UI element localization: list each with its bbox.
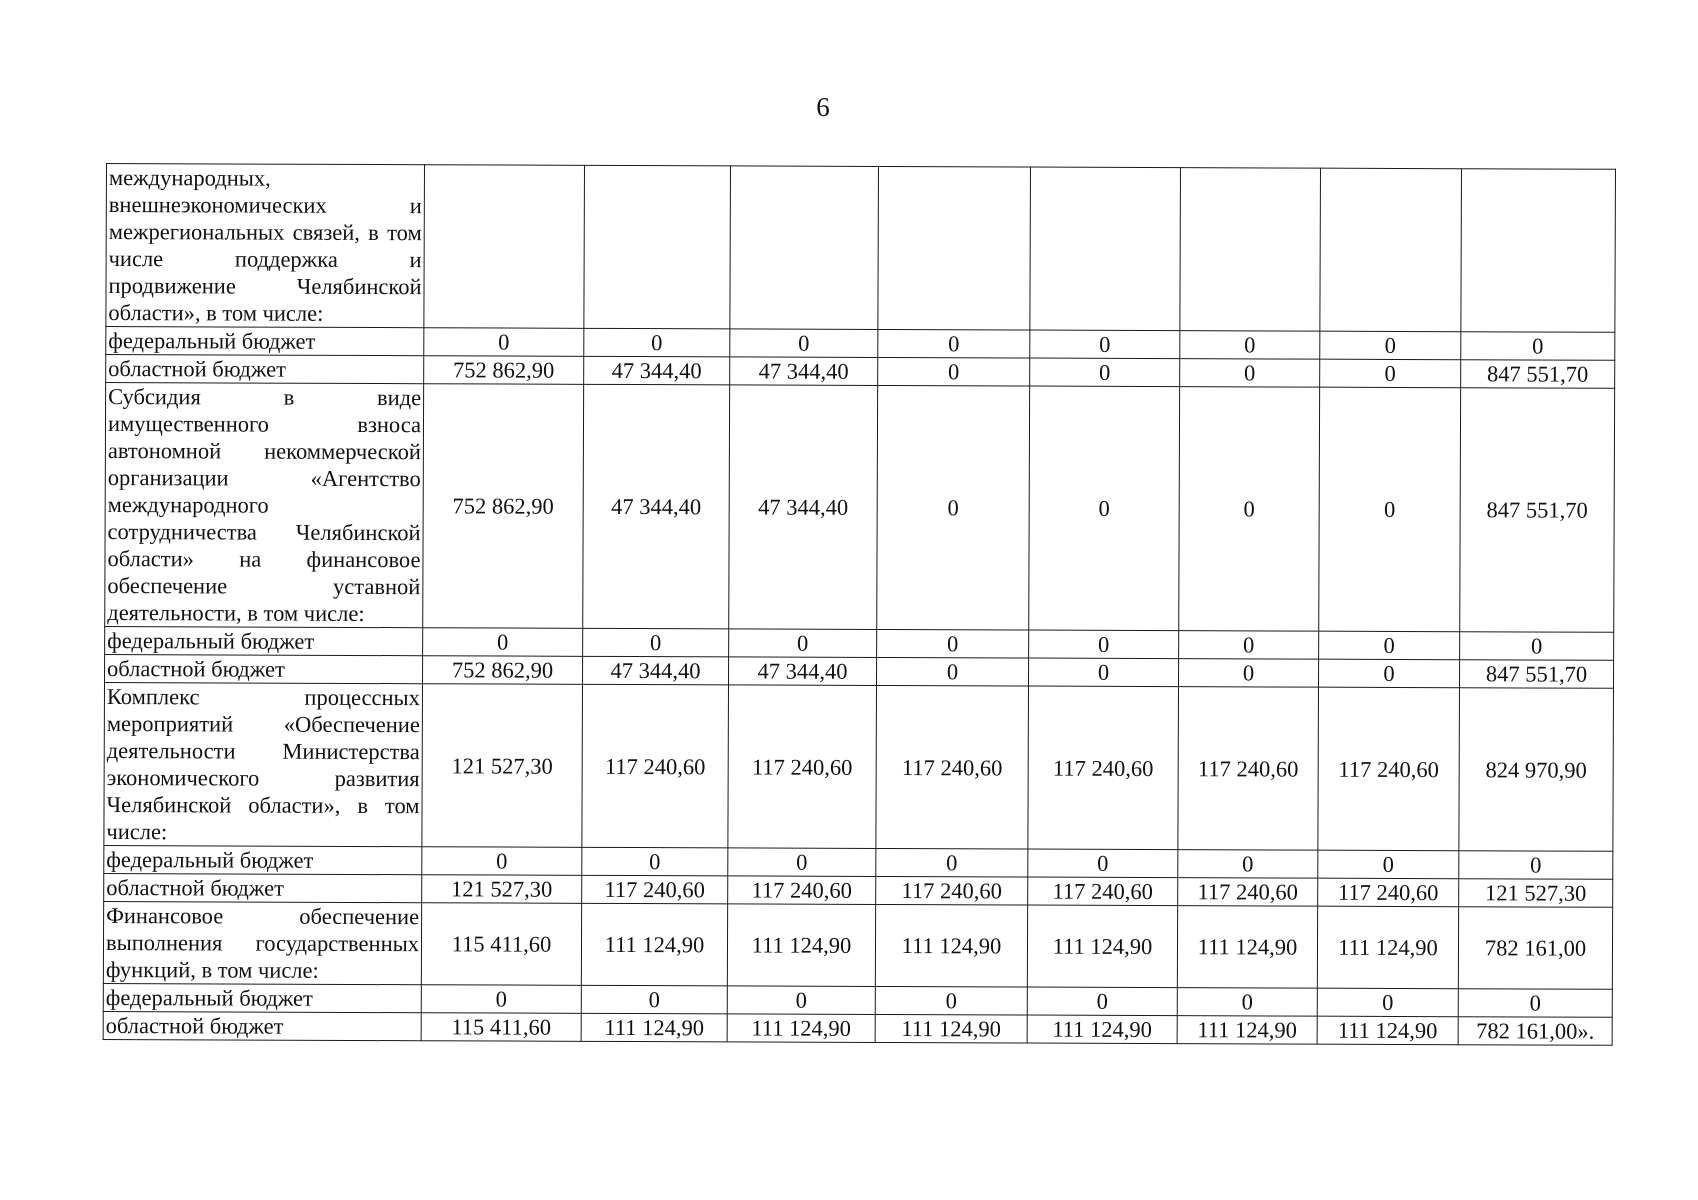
value-cell: 0 [423, 628, 583, 657]
value-cell: 117 240,60 [876, 685, 1029, 849]
value-cell: 111 124,90 [875, 904, 1027, 987]
value-cell: 0 [1460, 632, 1614, 661]
value-cell [1180, 168, 1321, 332]
value-cell: 0 [876, 848, 1028, 877]
row-label: Субсидия в виде имущественного взноса автономной некоммерческой организации «Агентство международного сотрудничества Челябинской области» на финансовое обеспечение уставной деятельности, в том числе: [105, 383, 424, 628]
value-cell: 121 527,30 [422, 875, 582, 904]
value-cell: 111 124,90 [1177, 906, 1317, 989]
value-cell: 121 527,30 [422, 684, 583, 848]
value-cell: 47 344,40 [729, 385, 878, 630]
value-cell: 824 970,90 [1459, 688, 1614, 852]
row-label: Комплекс процессных мероприятий «Обеспечение деятельности Министерства экономического развития Челябинской области», в том числе: [104, 682, 423, 846]
value-cell: 0 [1178, 850, 1318, 879]
value-cell: 0 [1029, 386, 1180, 631]
value-cell: 111 124,90 [581, 1013, 727, 1042]
value-cell: 121 527,30 [1459, 879, 1613, 908]
value-cell: 0 [1180, 359, 1320, 388]
value-cell: 117 240,60 [1178, 878, 1318, 907]
table-row [103, 1011, 1612, 1045]
value-cell: 47 344,40 [584, 356, 730, 385]
value-cell: 0 [422, 847, 582, 876]
table-row [105, 383, 1615, 633]
value-cell: 47 344,40 [583, 656, 729, 685]
value-cell: 111 124,90 [875, 1014, 1027, 1043]
row-label: областной бюджет [106, 355, 424, 384]
value-cell: 117 240,60 [582, 875, 728, 904]
value-cell: 117 240,60 [728, 876, 876, 905]
value-cell: 0 [424, 328, 584, 357]
row-label: международных, внешнеэкономических и межрегиональных связей, в том числе поддержка и продвижение Челябинской области», в том числе: [106, 164, 425, 328]
value-cell: 0 [1179, 631, 1319, 660]
value-cell: 0 [581, 985, 727, 1014]
row-label: федеральный бюджет [105, 626, 423, 655]
value-cell: 0 [1318, 659, 1459, 688]
value-cell: 111 124,90 [1027, 1015, 1177, 1044]
value-cell: 0 [1179, 387, 1320, 632]
value-cell: 117 240,60 [1318, 687, 1460, 851]
value-cell: 117 240,60 [582, 684, 729, 848]
page-number: 6 [816, 92, 830, 122]
row-label: областной бюджет [103, 1011, 421, 1040]
value-cell: 752 862,90 [424, 356, 584, 385]
value-cell: 117 240,60 [1028, 877, 1178, 906]
value-cell: 0 [1030, 330, 1180, 359]
value-cell: 0 [1028, 849, 1178, 878]
value-cell: 0 [1319, 631, 1460, 660]
value-cell: 0 [1320, 331, 1461, 360]
value-cell [1320, 168, 1462, 332]
value-cell: 0 [875, 986, 1027, 1015]
value-cell: 0 [1319, 387, 1461, 632]
value-cell: 0 [1029, 630, 1179, 659]
value-cell: 0 [1318, 850, 1459, 879]
value-cell: 0 [1180, 331, 1320, 360]
value-cell [424, 165, 585, 329]
value-cell [584, 165, 731, 329]
value-cell: 0 [582, 847, 728, 876]
value-cell: 117 240,60 [876, 876, 1028, 905]
value-cell: 111 124,90 [727, 1014, 875, 1043]
value-cell: 0 [877, 385, 1030, 630]
value-cell: 0 [584, 328, 730, 357]
value-cell: 0 [1030, 358, 1180, 387]
row-label: федеральный бюджет [106, 327, 424, 356]
value-cell: 0 [1459, 851, 1613, 880]
value-cell: 0 [729, 629, 877, 658]
value-cell: 0 [878, 357, 1030, 386]
value-cell: 117 240,60 [1178, 687, 1319, 851]
value-cell: 111 124,90 [1317, 1016, 1458, 1045]
value-cell: 111 124,90 [727, 904, 875, 987]
value-cell: 117 240,60 [1318, 878, 1459, 907]
value-cell: 0 [878, 329, 1030, 358]
value-cell: 782 161,00». [1458, 1017, 1612, 1046]
value-cell: 0 [728, 848, 876, 877]
value-cell [1030, 167, 1181, 331]
value-cell: 0 [583, 628, 729, 657]
value-cell [878, 166, 1031, 330]
value-cell [730, 166, 879, 330]
value-cell: 0 [727, 986, 875, 1015]
value-cell: 111 124,90 [1027, 905, 1177, 988]
value-cell: 847 551,70 [1461, 360, 1615, 389]
value-cell: 0 [1027, 987, 1177, 1016]
value-cell: 47 344,40 [730, 357, 878, 386]
value-cell: 117 240,60 [728, 685, 877, 849]
value-cell: 47 344,40 [583, 384, 730, 629]
row-label: областной бюджет [104, 873, 422, 902]
value-cell: 0 [1461, 332, 1615, 361]
row-label: федеральный бюджет [103, 983, 421, 1012]
value-cell: 0 [877, 629, 1029, 658]
value-cell: 111 124,90 [1177, 1016, 1317, 1045]
value-cell: 115 411,60 [421, 903, 581, 986]
value-cell: 117 240,60 [1028, 686, 1179, 850]
value-cell: 0 [1177, 988, 1317, 1017]
value-cell: 752 862,90 [423, 656, 583, 685]
value-cell: 847 551,70 [1459, 660, 1613, 689]
row-label: Финансовое обеспечение выполнения государственных функций, в том числе: [103, 901, 421, 984]
table-row [106, 164, 1616, 333]
budget-table [103, 163, 1616, 1046]
value-cell: 0 [730, 329, 878, 358]
value-cell: 0 [1320, 359, 1461, 388]
row-label: областной бюджет [105, 654, 423, 683]
value-cell: 0 [1178, 659, 1318, 688]
value-cell: 111 124,90 [1317, 906, 1458, 989]
value-cell: 115 411,60 [421, 1013, 581, 1042]
value-cell: 0 [421, 985, 581, 1014]
value-cell: 111 124,90 [581, 903, 727, 986]
value-cell: 782 161,00 [1458, 907, 1612, 990]
budget-table-body [103, 164, 1615, 1046]
value-cell: 752 862,90 [423, 384, 584, 629]
value-cell: 0 [1028, 658, 1178, 687]
value-cell: 0 [876, 657, 1028, 686]
value-cell [1461, 169, 1616, 333]
table-row [103, 901, 1612, 989]
value-cell: 0 [1317, 988, 1458, 1017]
table-row [104, 682, 1614, 851]
value-cell: 0 [1458, 989, 1612, 1018]
value-cell: 847 551,70 [1460, 388, 1615, 633]
row-label: федеральный бюджет [104, 845, 422, 874]
value-cell: 47 344,40 [729, 657, 877, 686]
